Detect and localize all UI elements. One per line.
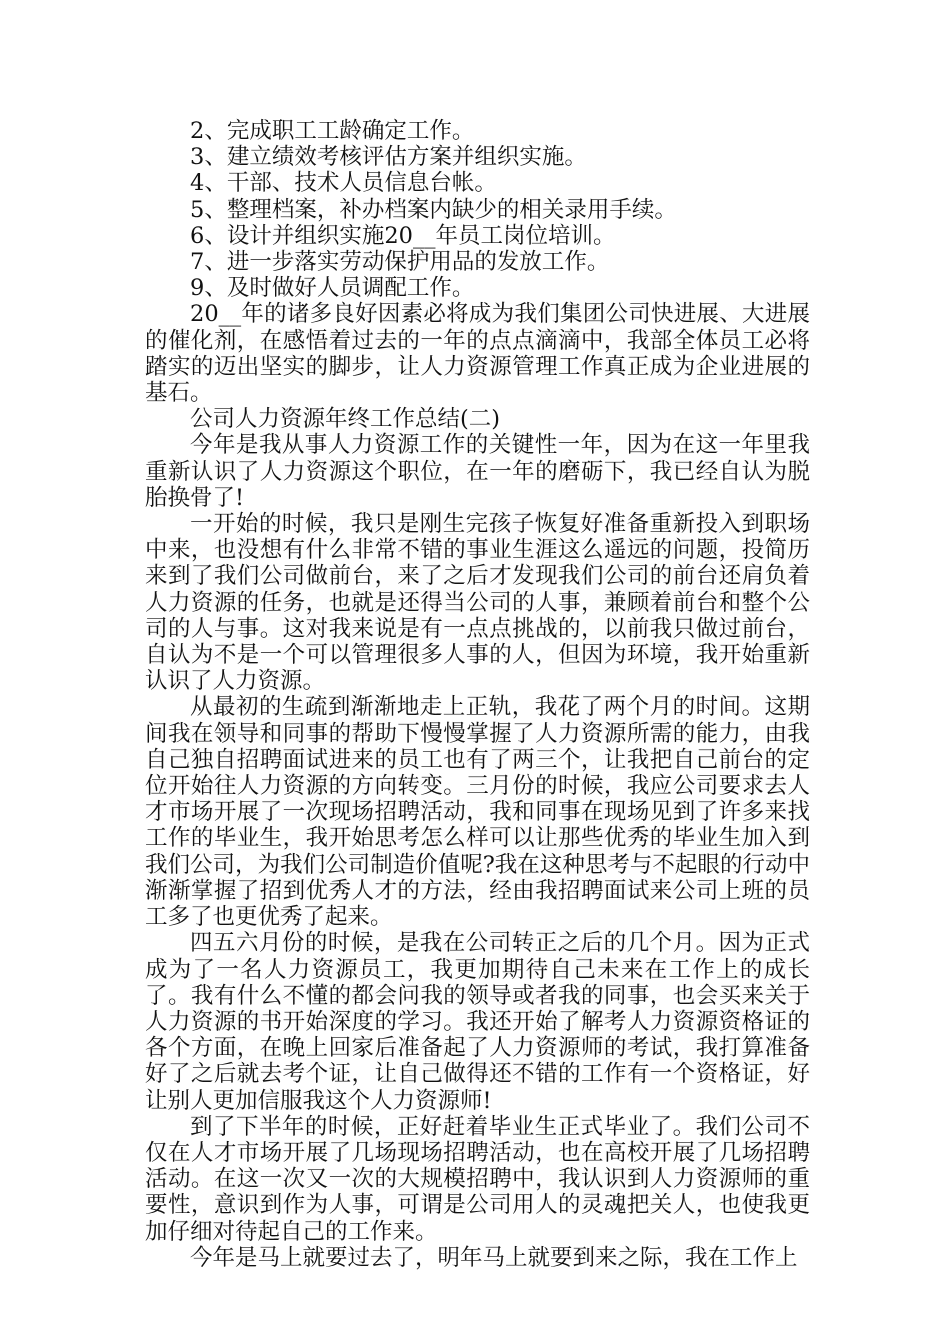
list-item: 5、整理档案，补办档案内缺少的相关录用手续。 — [190, 196, 677, 223]
body-paragraph: 今年是我从事人力资源工作的关键性一年，因为在这一年里我重新认识了人力资源这个职位，在一年的磨砺下，我已经自认为脱胎换骨了! — [145, 432, 810, 511]
document-page — [145, 118, 810, 1271]
body-paragraph: 一开始的时候，我只是刚生完孩子恢复好准备重新投入到职场中来，也没想有什么非常不错的事业生涯这么遥远的问题，投简历来到了我们公司做前台，来了之后才发现我们公司的前台还肩负着人力资源的任务，也就是还得当公司的人事，兼顾着前台和整个公司的人与事。这对我来说是有一点点挑战的，以前我只做过前台，自认为不是一个可以管理很多人事的人，但因为环境，我开始重新认识了人力资源。 — [145, 511, 810, 695]
body-paragraph: 四五六月份的时候，是我在公司转正之后的几个月。因为正式成为了一名人力资源员工，我更加期待自己未来在工作上的成长了。我有什么不懂的都会问我的领导或者我的同事，也会买来关于人力资源的书开始深度的学习。我还开始了解考人力资源资格证的各个方面，在晚上回家后准备起了人力资源师的考试，我打算准备好了之后就去考个证，让自己做得还不错的工作有一个资格证，好让别人更加信服我这个人力资源师! — [145, 930, 810, 1114]
closing-paragraph: 20__年的诸多良好因素必将成为我们集团公司快进展、大进展的催化剂，在感悟着过去的一年的点点滴滴中，我部全体员工必将踏实的迈出坚实的脚步，让人力资源管理工作真正成为企业进展的基石。 — [145, 301, 810, 407]
section-title: 公司人力资源年终工作总结(二) — [190, 406, 501, 433]
body-paragraph: 从最初的生疏到渐渐地走上正轨，我花了两个月的时间。这期间我在领导和同事的帮助下慢慢掌握了人力资源所需的能力，由我自己独自招聘面试进来的员工也有了两三个，让我把自己前台的定位开始往人力资源的方向转变。三月份的时候，我应公司要求去人才市场开展了一次现场招聘活动，我和同事在现场见到了许多来找工作的毕业生，我开始思考怎么样可以让那些优秀的毕业生加入到我们公司，为我们公司制造价值呢?我在这种思考与不起眼的行动中渐渐掌握了招到优秀人才的方法，经由我招聘面试来公司上班的员工多了也更优秀了起来。 — [145, 694, 810, 931]
list-item: 6、设计并组织实施20__年员工岗位培训。 — [190, 222, 616, 249]
body-paragraph: 到了下半年的时候，正好赶着毕业生正式毕业了。我们公司不仅在人才市场开展了几场现场招聘活动，也在高校开展了几场招聘活动。在这一次又一次的大规模招聘中，我认识到人力资源师的重要性，意识到作为人事，可谓是公司用人的灵魂把关人，也使我更加仔细对待起自己的工作来。 — [145, 1113, 810, 1245]
list-item: 2、完成职工工龄确定工作。 — [190, 118, 475, 144]
list-item: 9、及时做好人员调配工作。 — [190, 275, 475, 302]
body-paragraph: 今年是马上就要过去了，明年马上就要到来之际，我在工作上 — [190, 1244, 798, 1271]
list-item: 7、进一步落实劳动保护用品的发放工作。 — [190, 249, 610, 276]
list-item: 4、干部、技术人员信息台帐。 — [190, 170, 497, 197]
list-item: 3、建立绩效考核评估方案并组织实施。 — [190, 144, 587, 171]
